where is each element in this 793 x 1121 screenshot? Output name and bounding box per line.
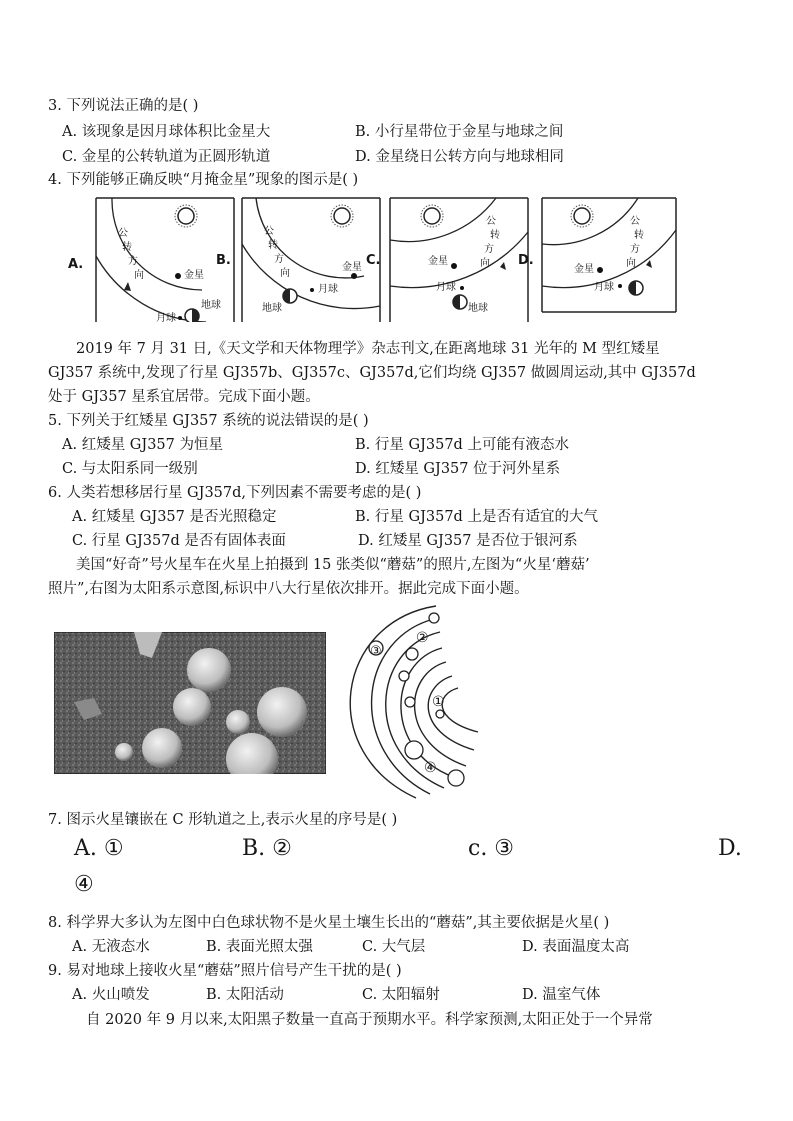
q4-stem: 4. 下列能够正确反映“月掩金星”现象的图示是( ) bbox=[48, 172, 359, 188]
planet-label-4: ④ bbox=[424, 760, 437, 776]
q7-option-c: c. ③ bbox=[468, 836, 515, 861]
q3-stem: 3. 下列说法正确的是( ) bbox=[48, 98, 199, 114]
q3-option-d: D. 金星绕日公转方向与地球相同 bbox=[355, 149, 564, 165]
q7-option-d-value: ④ bbox=[74, 872, 94, 897]
svg-text:D.: D. bbox=[518, 253, 534, 268]
svg-text:C.: C. bbox=[366, 253, 381, 268]
svg-text:月球: 月球 bbox=[594, 282, 614, 293]
svg-text:公: 公 bbox=[630, 216, 640, 227]
q4-panel-a bbox=[66, 194, 236, 322]
svg-text:向: 向 bbox=[134, 270, 144, 281]
q9-stem: 9. 易对地球上接收火星“蘑菇”照片信号产生干扰的是( ) bbox=[48, 963, 402, 979]
q6-option-c: C. 行星 GJ357d 是否有固体表面 bbox=[72, 533, 286, 549]
q3-option-a: A. 该现象是因月球体积比金星大 bbox=[62, 124, 271, 140]
q8-option-c: C. 大气层 bbox=[362, 939, 426, 955]
svg-text:转: 转 bbox=[122, 242, 132, 253]
venus-dot bbox=[597, 267, 603, 273]
q5-option-b: B. 行星 GJ357d 上可能有液态水 bbox=[355, 437, 569, 453]
svg-text:金星: 金星 bbox=[342, 262, 362, 273]
q3-option-b: B. 小行星带位于金星与地球之间 bbox=[355, 124, 564, 140]
q9-option-c: C. 太阳辐射 bbox=[362, 987, 440, 1003]
panel-letter: A. bbox=[68, 257, 84, 272]
venus-dot bbox=[451, 263, 457, 269]
svg-text:方: 方 bbox=[274, 254, 284, 265]
passage1-line-3: 处于 GJ357 星系宜居带。完成下面小题。 bbox=[48, 389, 320, 405]
mars-mushroom-photo bbox=[54, 632, 326, 774]
q5-option-c: C. 与太阳系同一级别 bbox=[62, 461, 198, 477]
svg-text:金星: 金星 bbox=[184, 270, 204, 281]
q4-panel-b bbox=[214, 194, 384, 322]
sun-icon bbox=[421, 205, 443, 227]
svg-text:地球: 地球 bbox=[468, 303, 488, 314]
svg-text:公: 公 bbox=[264, 226, 274, 237]
q9-option-d: D. 温室气体 bbox=[522, 987, 601, 1003]
svg-text:地球: 地球 bbox=[201, 300, 221, 311]
svg-text:地球: 地球 bbox=[262, 303, 282, 314]
q6-option-b: B. 行星 GJ357d 上是否有适宜的大气 bbox=[355, 509, 598, 525]
svg-text:公: 公 bbox=[486, 216, 496, 227]
svg-text:月球: 月球 bbox=[318, 284, 338, 295]
venus-dot bbox=[351, 273, 357, 279]
q8-stem: 8. 科学界大多认为左图中白色球状物不是火星土壤生长出的“蘑菇”,其主要依据是火星( ) bbox=[48, 915, 610, 931]
planet-label-2: ② bbox=[416, 630, 429, 646]
q4-panel-c bbox=[366, 194, 536, 322]
svg-text:金星: 金星 bbox=[428, 256, 448, 267]
q7-option-b: B. ② bbox=[242, 836, 292, 861]
q5-option-a: A. 红矮星 GJ357 为恒星 bbox=[62, 437, 223, 453]
svg-text:B.: B. bbox=[216, 253, 231, 268]
svg-text:月球: 月球 bbox=[436, 282, 456, 293]
q5-stem: 5. 下列关于红矮星 GJ357 系统的说法错误的是( ) bbox=[48, 413, 369, 429]
solar-system-diagram bbox=[326, 602, 486, 804]
q8-option-b: B. 表面光照太强 bbox=[206, 939, 313, 955]
sun-icon bbox=[331, 205, 353, 227]
svg-text:方: 方 bbox=[484, 244, 494, 255]
svg-text:向: 向 bbox=[626, 258, 636, 269]
passage3-line-1: 自 2020 年 9 月以来,太阳黑子数量一直高于预期水平。科学家预测,太阳正处于一个异常 bbox=[86, 1012, 653, 1028]
q3-option-c: C. 金星的公转轨道为正圆形轨道 bbox=[62, 149, 271, 165]
q7-option-d: D. bbox=[718, 836, 742, 861]
q7-option-a: A. ① bbox=[74, 836, 124, 861]
svg-text:向: 向 bbox=[280, 268, 290, 279]
svg-text:月球: 月球 bbox=[156, 313, 176, 322]
planet-label-1: ① bbox=[432, 694, 445, 710]
svg-text:转: 转 bbox=[490, 230, 500, 241]
q9-option-a: A. 火山喷发 bbox=[72, 987, 150, 1003]
planet-label-3: ③ bbox=[370, 644, 382, 659]
q6-stem: 6. 人类若想移居行星 GJ357d,下列因素不需要考虑的是( ) bbox=[48, 485, 422, 501]
sun-icon bbox=[175, 205, 197, 227]
svg-text:转: 转 bbox=[268, 240, 278, 251]
svg-text:转: 转 bbox=[634, 230, 644, 241]
svg-text:向: 向 bbox=[480, 258, 490, 269]
q4-panel-d bbox=[518, 194, 678, 322]
q8-option-d: D. 表面温度太高 bbox=[522, 939, 630, 955]
passage1-line-2: GJ357 系统中,发现了行星 GJ357b、GJ357c、GJ357d,它们均绕 GJ357 做圆周运动,其中 GJ357d bbox=[48, 365, 696, 381]
passage2-line-1: 美国“好奇”号火星车在火星上拍摄到 15 张类似“蘑菇”的照片,左图为“火星‘蘑菇’ bbox=[76, 557, 590, 573]
venus-dot bbox=[175, 273, 181, 279]
svg-text:金星: 金星 bbox=[574, 264, 594, 275]
sun-icon bbox=[571, 205, 593, 227]
q9-option-b: B. 太阳活动 bbox=[206, 987, 284, 1003]
q5-option-d: D. 红矮星 GJ357 位于河外星系 bbox=[355, 461, 561, 477]
svg-text:公: 公 bbox=[118, 228, 128, 239]
q6-option-d: D. 红矮星 GJ357 是否位于银河系 bbox=[358, 533, 578, 549]
passage1-line-1: 2019 年 7 月 31 日,《天文学和天体物理学》杂志刊文,在距离地球 31 光年的 M 型红矮星 bbox=[76, 341, 660, 357]
svg-text:方: 方 bbox=[630, 244, 640, 255]
passage2-line-2: 照片”,右图为太阳系示意图,标识中八大行星依次排开。据此完成下面小题。 bbox=[48, 581, 529, 597]
q6-option-a: A. 红矮星 GJ357 是否光照稳定 bbox=[72, 509, 277, 525]
q8-option-a: A. 无液态水 bbox=[72, 939, 150, 955]
q7-stem: 7. 图示火星镶嵌在 C 形轨道之上,表示火星的序号是( ) bbox=[48, 812, 398, 828]
svg-text:方: 方 bbox=[128, 256, 138, 267]
